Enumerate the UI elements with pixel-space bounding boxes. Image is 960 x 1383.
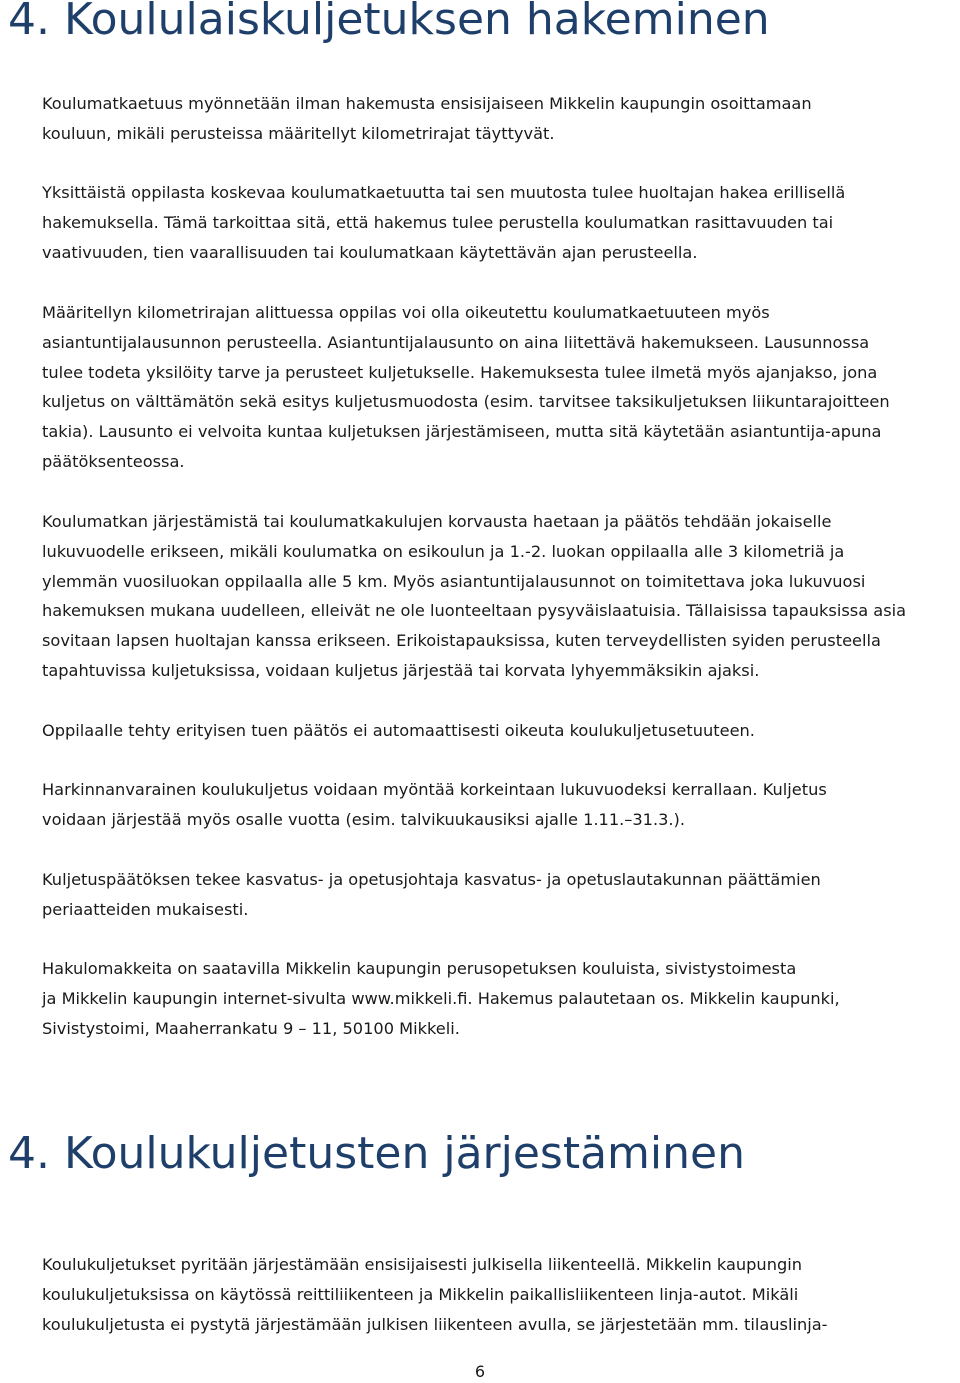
text-line: takia). Lausunto ei velvoita kuntaa kuljetuksen järjestämiseen, mutta sitä käytetään asiantuntija-apuna xyxy=(42,422,882,442)
text-line: Oppilaalle tehty erityisen tuen päätös ei automaattisesti oikeuta koulukuljetusetuuteen. xyxy=(42,721,755,740)
text-line: koulukuljetuksissa on käytössä reittiliikenteen ja Mikkelin paikallisliikenteen linja-autot. Mikäli xyxy=(42,1284,799,1304)
paragraph-kuljetuspaatos xyxy=(42,865,942,925)
text-line: lukuvuodelle erikseen, mikäli koulumatka on esikoulun ja 1.-2. luokan oppilaalla alle 3 kilometriä ja xyxy=(42,541,845,561)
text-line: voidaan järjestää myös osalle vuotta (esim. talvikuukausiksi ajalle 1.11.–31.3.). xyxy=(42,809,686,829)
text-line: hakemuksen mukana uudelleen, elleivät ne ole luonteeltaan pysyväislaatuisia. Tällaisissa tapauksissa asia xyxy=(42,601,907,621)
paragraph-lukuvuosi xyxy=(42,507,942,686)
text-line: Kuljetuspäätöksen tekee kasvatus- ja opetusjohtaja kasvatus- ja opetuslautakunnan päättämien xyxy=(42,870,821,889)
text-line: koulukuljetusta ei pystytä järjestämään julkisen liikenteen avulla, se järjestetään mm. tilauslinja- xyxy=(42,1314,828,1334)
text-line: Harkinnanvarainen koulukuljetus voidaan myöntää korkeintaan lukuvuodeksi kerrallaan. Kuljetus xyxy=(42,780,827,799)
text-line: tapahtuvissa kuljetuksissa, voidaan kuljetus järjestää tai korvata lyhyemmäksikin ajaksi. xyxy=(42,660,760,680)
paragraph-erillinen-hakemus xyxy=(42,178,942,267)
section-heading-jarjestaminen: 4. Koulukuljetusten järjestäminen xyxy=(8,1128,745,1179)
text-line: Hakulomakkeita on saatavilla Mikkelin kaupungin perusopetuksen kouluista, sivistystoimesta xyxy=(42,959,797,978)
paragraph-asiantuntijalausunto xyxy=(42,298,942,477)
paragraph-koulumatkaetuus xyxy=(42,89,942,149)
paragraph-julkinen-liikenne xyxy=(42,1250,942,1339)
text-line: ylemmän vuosiluokan oppilaalla alle 5 km. Myös asiantuntijalausunnot on toimitettava joka lukuvuosi xyxy=(42,571,866,591)
text-line: asiantuntijalausunnon perusteella. Asiantuntijalausunto on aina liitettävä hakemukseen. Lausunnossa xyxy=(42,332,870,352)
section-heading-hakeminen: 4. Koululaiskuljetuksen hakeminen xyxy=(8,0,770,45)
text-line: Koulumatkaetuus myönnetään ilman hakemusta ensisijaiseen Mikkelin kaupungin osoittamaan xyxy=(42,94,812,113)
paragraph-harkinnanvarainen xyxy=(42,775,942,835)
text-line: tulee todeta yksilöity tarve ja perusteet kuljetukselle. Hakemuksesta tulee ilmetä myös ajanjakso, jona xyxy=(42,362,878,382)
text-line: Koulumatkan järjestämistä tai koulumatkakulujen korvausta haetaan ja päätös tehdään jokaiselle xyxy=(42,512,832,531)
text-line: Määritellyn kilometrirajan alittuessa oppilas voi olla oikeutettu koulumatkaetuuteen myös xyxy=(42,303,770,322)
text-line: periaatteiden mukaisesti. xyxy=(42,899,249,919)
text-line: hakemuksella. Tämä tarkoittaa sitä, että hakemus tulee perustella koulumatkan rasittavuuden tai xyxy=(42,212,834,232)
text-line: päätöksenteossa. xyxy=(42,451,185,471)
text-line: kuljetus on välttämätön sekä esitys kuljetusmuodosta (esim. tarvitsee taksikuljetuksen liikuntarajoitteen xyxy=(42,392,890,412)
page-number: 6 xyxy=(474,1362,486,1381)
text-line: Koulukuljetukset pyritään järjestämään ensisijaisesti julkisella liikenteellä. Mikkelin kaupungin xyxy=(42,1255,802,1274)
paragraph-erityinen-tuki xyxy=(42,716,942,746)
text-line: Sivistystoimi, Maaherrankatu 9 – 11, 50100 Mikkeli. xyxy=(42,1018,460,1038)
paragraph-hakulomakkeet xyxy=(42,954,942,1043)
text-line: vaativuuden, tien vaarallisuuden tai koulumatkaan käytettävän ajan perusteella. xyxy=(42,242,698,262)
text-line: ja Mikkelin kaupungin internet-sivulta www.mikkeli.fi. Hakemus palautetaan os. Mikkelin kaupunki, xyxy=(42,988,840,1008)
text-line: sovitaan lapsen huoltajan kanssa erikseen. Erikoistapauksissa, kuten terveydellisten syiden perusteella xyxy=(42,631,881,651)
text-line: Yksittäistä oppilasta koskevaa koulumatkaetuutta tai sen muutosta tulee huoltajan hakea erillisellä xyxy=(42,183,846,202)
text-line: kouluun, mikäli perusteissa määritellyt kilometrirajat täyttyvät. xyxy=(42,123,555,143)
